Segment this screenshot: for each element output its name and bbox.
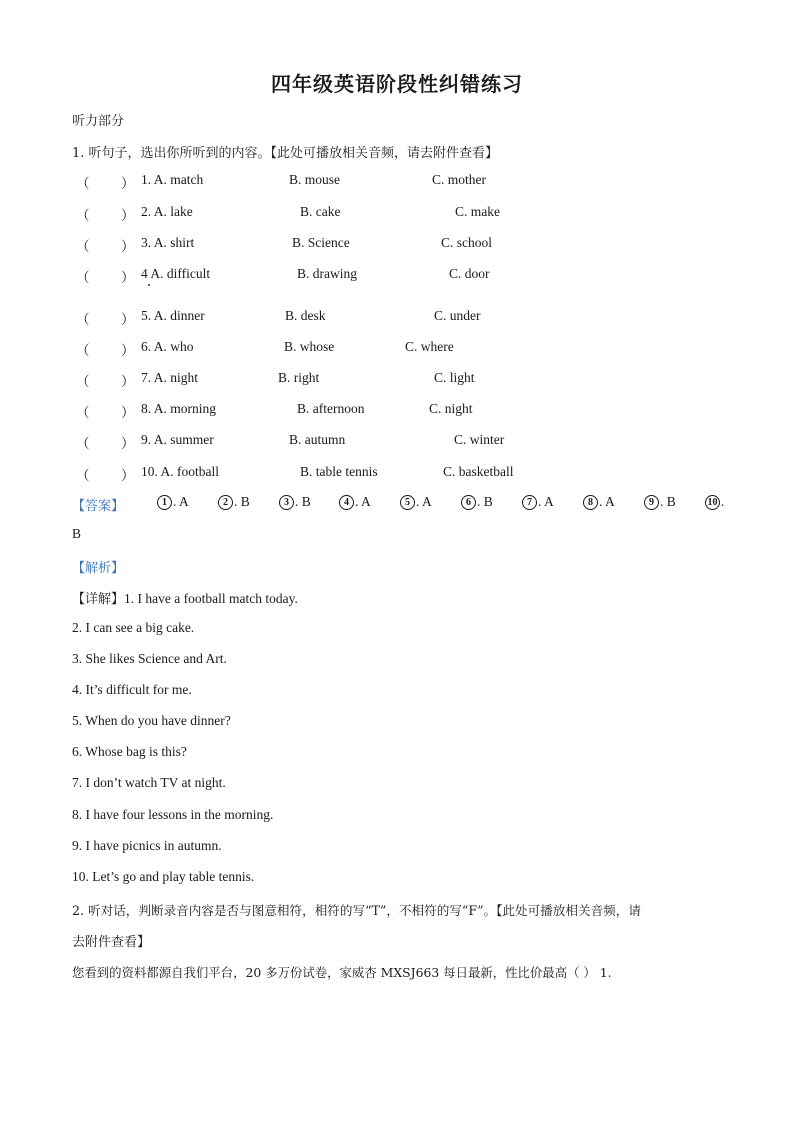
- answer-blank-left: （: [76, 208, 90, 223]
- section-heading: 听力部分: [72, 114, 125, 129]
- circled-number: 2: [218, 495, 233, 510]
- answer-item: [400, 494, 432, 510]
- detail-sentence: 10. Let’s go and play table tennis.: [72, 869, 255, 884]
- question-2-prompt-continued: 去附件查看】: [72, 935, 151, 950]
- option-c: C. make: [455, 204, 500, 219]
- option-a: 6. A. who: [141, 339, 194, 354]
- answer-blank-right: ）: [121, 312, 135, 327]
- q1-row: [0, 370, 794, 390]
- answer-value: .: [721, 494, 725, 509]
- circled-number: 4: [339, 495, 354, 510]
- option-a: 4 A. difficult: [141, 266, 211, 281]
- detail-sentence: 9. I have picnics in autumn.: [72, 838, 222, 853]
- option-c: C. basketball: [443, 464, 514, 479]
- circled-number: 10: [705, 495, 720, 510]
- q1-row: [0, 432, 794, 452]
- option-a: 3. A. shirt: [141, 235, 195, 250]
- answer-blank-right: ）: [121, 343, 135, 358]
- q1-row: [0, 339, 794, 359]
- option-b: B. drawing: [297, 266, 357, 281]
- answer-item: [339, 494, 371, 510]
- answer-item: [705, 494, 724, 510]
- detail-sentence: 5. When do you have dinner?: [72, 713, 231, 728]
- answer-blank-right: ）: [121, 239, 135, 254]
- option-b: B. desk: [285, 308, 326, 323]
- detail-sentence: 4. It’s difficult for me.: [72, 682, 192, 697]
- answer-blank-left: （: [76, 239, 90, 254]
- option-a: 2. A. lake: [141, 204, 193, 219]
- answer-value: . B: [660, 494, 676, 509]
- option-c: C. mother: [432, 172, 486, 187]
- q1-row: [0, 172, 794, 192]
- circled-number: 6: [461, 495, 476, 510]
- answer-value: . A: [538, 494, 554, 509]
- answer-value: . A: [599, 494, 615, 509]
- answer-label: 【答案】: [72, 499, 125, 514]
- answer-wrap: B: [72, 526, 82, 541]
- answer-item: [522, 494, 554, 510]
- option-a: 1. A. match: [141, 172, 204, 187]
- answer-item: [279, 494, 311, 510]
- stray-dot: [148, 284, 150, 286]
- detail-sentence: 2. I can see a big cake.: [72, 620, 195, 635]
- circled-number: 9: [644, 495, 659, 510]
- answer-value: . A: [416, 494, 432, 509]
- q1-row: [0, 464, 794, 484]
- option-b: B. whose: [284, 339, 335, 354]
- detail-sentence: 1. I have a football match today.: [124, 591, 298, 606]
- answer-blank-left: （: [76, 374, 90, 389]
- option-c: C. winter: [454, 432, 505, 447]
- detail-label: 【详解】: [72, 592, 125, 607]
- footer-notice: 您看到的资料都源自我们平台，20 多万份试卷，家威杏 MXSJ663 每日最新，性比价最高（ ） 1.: [72, 965, 612, 980]
- option-c: C. school: [441, 235, 493, 250]
- answer-blank-right: ）: [121, 270, 135, 285]
- answer-value: . A: [355, 494, 371, 509]
- option-a: 8. A. morning: [141, 401, 217, 416]
- q1-row: [0, 204, 794, 224]
- answer-value: . B: [234, 494, 250, 509]
- q1-row: [0, 308, 794, 328]
- option-a: 9. A. summer: [141, 432, 214, 447]
- answer-value: . B: [477, 494, 493, 509]
- option-b: B. afternoon: [297, 401, 365, 416]
- option-b: B. table tennis: [300, 464, 378, 479]
- answer-blank-left: （: [76, 436, 90, 451]
- answer-blank-right: ）: [121, 405, 135, 420]
- answer-blank-left: （: [76, 405, 90, 420]
- q1-row: [0, 235, 794, 255]
- option-c: C. night: [429, 401, 473, 416]
- answer-blank-right: ）: [121, 374, 135, 389]
- answer-blank-left: （: [76, 468, 90, 483]
- answer-blank-right: ）: [121, 436, 135, 451]
- circled-number: 3: [279, 495, 294, 510]
- answer-blank-left: （: [76, 176, 90, 191]
- question-1-prompt: 1. 听句子，选出你所听到的内容。【此处可播放相关音频，请去附件查看】: [72, 146, 499, 161]
- question-2-prompt: 2. 听对话，判断录音内容是否与图意相符，相符的写“T”，不相符的写“F”。【此处可播放相关音频，请: [72, 903, 641, 918]
- answer-blank-right: ）: [121, 208, 135, 223]
- detail-sentence: 8. I have four lessons in the morning.: [72, 807, 274, 822]
- q1-row: [0, 401, 794, 421]
- option-b: B. Science: [292, 235, 350, 250]
- option-a: 5. A. dinner: [141, 308, 205, 323]
- detail-line: [72, 588, 298, 607]
- circled-number: 1: [157, 495, 172, 510]
- option-b: B. mouse: [289, 172, 341, 187]
- answer-blank-left: （: [76, 343, 90, 358]
- answer-item: [157, 494, 189, 510]
- option-b: B. autumn: [289, 432, 346, 447]
- answer-item: [218, 494, 250, 510]
- circled-number: 7: [522, 495, 537, 510]
- option-b: B. cake: [300, 204, 341, 219]
- option-c: C. light: [434, 370, 475, 385]
- option-a: 7. A. night: [141, 370, 199, 385]
- answer-blank-left: （: [76, 312, 90, 327]
- q1-row: [0, 266, 794, 286]
- answer-blank-left: （: [76, 270, 90, 285]
- answer-item: [461, 494, 493, 510]
- page-title: 四年级英语阶段性纠错练习: [271, 72, 523, 96]
- detail-sentence: 3. She likes Science and Art.: [72, 651, 227, 666]
- detail-sentence: 6. Whose bag is this?: [72, 744, 187, 759]
- answer-item: [583, 494, 615, 510]
- analysis-label: 【解析】: [72, 561, 125, 576]
- answer-value: . A: [173, 494, 189, 509]
- circled-number: 8: [583, 495, 598, 510]
- option-c: C. under: [434, 308, 481, 323]
- option-c: C. door: [449, 266, 490, 281]
- option-b: B. right: [278, 370, 320, 385]
- option-c: C. where: [405, 339, 454, 354]
- answer-item: [644, 494, 676, 510]
- answer-blank-right: ）: [121, 176, 135, 191]
- detail-sentence: 7. I don’t watch TV at night.: [72, 775, 226, 790]
- answer-value: . B: [295, 494, 311, 509]
- option-a: 10. A. football: [141, 464, 219, 479]
- circled-number: 5: [400, 495, 415, 510]
- answer-blank-right: ）: [121, 468, 135, 483]
